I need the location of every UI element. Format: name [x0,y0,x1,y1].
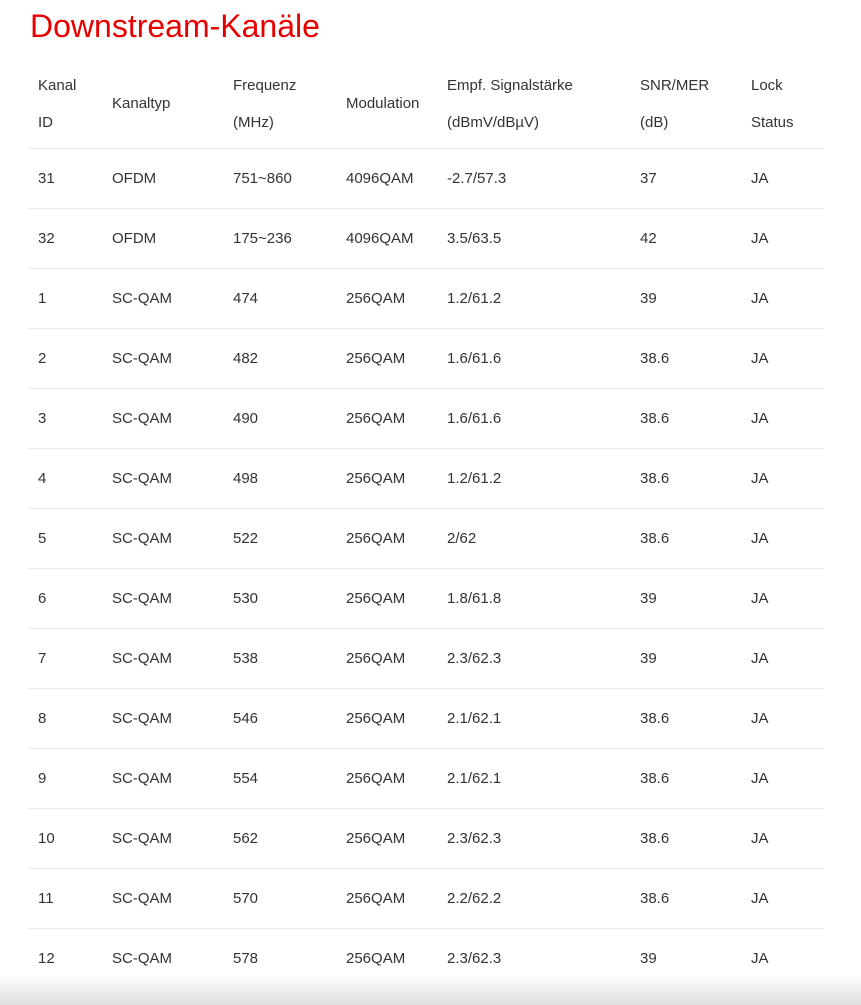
cell-signalstaerke: 2.1/62.1 [447,748,640,808]
cell-modulation: 256QAM [346,448,447,508]
cell-kanaltyp: SC-QAM [112,328,233,388]
column-header-modulation: Modulation [346,60,447,148]
cell-lock-status: JA [751,688,824,748]
cell-signalstaerke: 2.1/62.1 [447,688,640,748]
cell-modulation: 256QAM [346,388,447,448]
cell-kanal-id: 11 [28,868,112,928]
cell-signalstaerke: 1.2/61.2 [447,268,640,328]
cell-snr-mer: 39 [640,568,751,628]
cell-snr-mer: 38.6 [640,448,751,508]
cell-kanaltyp: SC-QAM [112,688,233,748]
cell-signalstaerke: 2.2/62.2 [447,868,640,928]
cell-kanaltyp: SC-QAM [112,568,233,628]
table-row [28,928,824,988]
cell-modulation: 256QAM [346,868,447,928]
cell-kanal-id: 1 [28,268,112,328]
page-title: Downstream-Kanäle [30,8,320,44]
cell-snr-mer: 37 [640,148,751,208]
cell-kanaltyp: SC-QAM [112,868,233,928]
cell-kanal-id: 10 [28,808,112,868]
cell-snr-mer: 38.6 [640,868,751,928]
cell-kanaltyp: SC-QAM [112,268,233,328]
cell-modulation: 256QAM [346,808,447,868]
cell-signalstaerke: 2.3/62.3 [447,628,640,688]
cell-lock-status: JA [751,748,824,808]
table-row [28,448,824,508]
column-header-snr-mer: SNR/MER (dB) [640,60,751,148]
cell-frequenz: 522 [233,508,346,568]
cell-snr-mer: 38.6 [640,508,751,568]
cell-kanal-id: 5 [28,508,112,568]
cell-kanal-id: 3 [28,388,112,448]
cell-signalstaerke: -2.7/57.3 [447,148,640,208]
cell-frequenz: 474 [233,268,346,328]
table-row [28,148,824,208]
cell-snr-mer: 38.6 [640,688,751,748]
table-row [28,328,824,388]
cell-modulation: 256QAM [346,949,406,967]
cell-frequenz: 570 [233,868,346,928]
cell-frequenz: 482 [233,328,346,388]
cell-kanaltyp: SC-QAM [112,808,233,868]
cell-frequenz: 498 [233,448,346,508]
cell-kanal-id: 31 [28,148,112,208]
cell-frequenz: 578 [233,949,259,967]
cell-kanal-id: 9 [28,748,112,808]
cell-lock-status: JA [751,568,824,628]
cell-signalstaerke: 2/62 [447,508,640,568]
cell-snr-mer: 39 [640,268,751,328]
column-header-lock-status: Lock Status [751,60,824,148]
cell-kanal-id: 4 [28,448,112,508]
cell-frequenz: 546 [233,688,346,748]
table-body [28,148,824,988]
cell-lock-status: JA [751,208,824,268]
table-row [28,808,824,868]
cell-snr-mer: 38.6 [640,808,751,868]
cell-modulation: 256QAM [346,328,447,388]
cell-kanaltyp: OFDM [112,148,233,208]
cell-lock-status: JA [751,628,824,688]
table-row [28,628,824,688]
cell-snr-mer: 39 [640,949,657,967]
cell-kanal-id: 2 [28,328,112,388]
cell-kanaltyp: OFDM [112,208,233,268]
table-row [28,388,824,448]
cell-lock-status: JA [751,808,824,868]
cell-signalstaerke: 1.6/61.6 [447,328,640,388]
cell-modulation: 4096QAM [346,148,447,208]
table-row [28,208,824,268]
header-row [28,60,824,148]
cell-kanal-id: 32 [28,208,112,268]
table-row [28,748,824,808]
cell-snr-mer: 42 [640,208,751,268]
cell-kanal-id: 7 [28,628,112,688]
cell-signalstaerke: 1.6/61.6 [447,388,640,448]
cell-modulation: 256QAM [346,748,447,808]
cell-snr-mer: 39 [640,628,751,688]
cell-kanaltyp: SC-QAM [112,508,233,568]
cell-kanaltyp: SC-QAM [112,448,233,508]
cell-modulation: 256QAM [346,688,447,748]
table-row [28,868,824,928]
cell-signalstaerke: 2.3/62.3 [447,808,640,868]
cell-kanaltyp: SC-QAM [112,748,233,808]
cell-kanaltyp: SC-QAM [112,628,233,688]
cell-frequenz: 175~236 [233,208,346,268]
cell-lock-status: JA [751,868,824,928]
cell-signalstaerke: 3.5/63.5 [447,208,640,268]
table-row [28,688,824,748]
cell-frequenz: 562 [233,808,346,868]
table-row [28,508,824,568]
cell-lock-status: JA [751,508,824,568]
cell-kanal-id: 12 [38,949,55,967]
cell-kanaltyp: SC-QAM [112,388,233,448]
cell-signalstaerke: 1.2/61.2 [447,448,640,508]
cell-lock-status: JA [751,388,824,448]
cell-lock-status: JA [751,328,824,388]
table-row [28,568,824,628]
cell-lock-status: JA [751,448,824,508]
column-header-kanaltyp: Kanaltyp [112,60,233,148]
cell-kanal-id: 8 [28,688,112,748]
cell-kanal-id: 6 [28,568,112,628]
table-row [28,268,824,328]
cell-frequenz: 554 [233,748,346,808]
cell-snr-mer: 38.6 [640,328,751,388]
cell-modulation: 256QAM [346,268,447,328]
cell-modulation: 4096QAM [346,208,447,268]
column-header-frequenz: Frequenz (MHz) [233,60,346,148]
cell-signalstaerke: 2.3/62.3 [447,949,502,967]
cell-lock-status: JA [751,268,824,328]
column-header-signalstaerke: Empf. Signalstärke (dBmV/dBµV) [447,60,640,148]
cell-frequenz: 751~860 [233,148,346,208]
cell-modulation: 256QAM [346,628,447,688]
cell-snr-mer: 38.6 [640,748,751,808]
cell-frequenz: 538 [233,628,346,688]
cell-lock-status: JA [751,148,824,208]
cell-kanaltyp: SC-QAM [112,949,172,967]
column-header-kanal-id: Kanal ID [28,60,112,148]
cell-lock-status: JA [751,949,769,967]
cell-modulation: 256QAM [346,568,447,628]
cell-frequenz: 530 [233,568,346,628]
cell-signalstaerke: 1.8/61.8 [447,568,640,628]
cell-frequenz: 490 [233,388,346,448]
downstream-channels-table [28,60,824,988]
cell-modulation: 256QAM [346,508,447,568]
cell-snr-mer: 38.6 [640,388,751,448]
